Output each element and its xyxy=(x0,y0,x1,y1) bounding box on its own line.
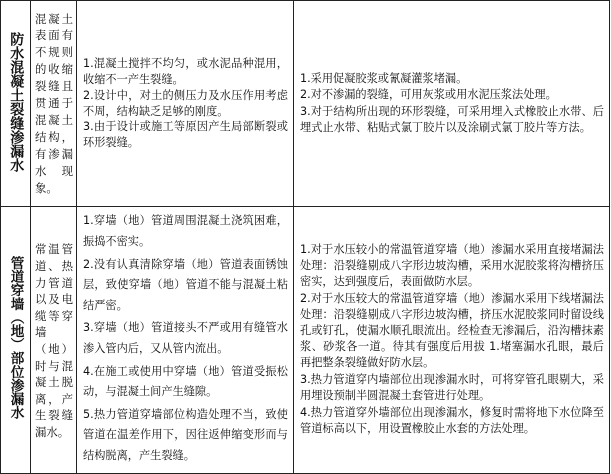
cause-item: 4.在施工或使用中穿墙（地）管道受振松动，与混凝土间产生缝隙。 xyxy=(83,364,288,399)
cause-item: 1.混凝土搅拌不均匀，或水泥品种混用，收缩不一产生裂缝。 xyxy=(83,57,288,86)
cause-item: 3.穿墙（地）管道接头不严或用有缝管水渗入管内后，又从管内流出。 xyxy=(83,321,288,355)
treatment-item: 3.对于结构所出现的环形裂缝，可采用埋入式橡胶止水带、后埋式止水带、粘贴式氯丁胶片以及涂刷式氯丁胶片等方法。 xyxy=(300,104,604,134)
cause-item: 2.没有认真清除穿墙（地）管道表面锈蚀层，致使穿墙（地）管道不能与混凝土粘结严密。 xyxy=(83,257,288,312)
treatment-item: 1.对于水压较小的常温管道穿墙（地）渗漏水采用直接堵漏法处理：沿裂缝剔成八字形边坡沟槽，采用水泥胶浆将沟槽挤压密实，达到强度后，表面做防水层。 xyxy=(300,243,604,288)
row-title: 管道穿墙（地）部位渗漏水 xyxy=(7,256,24,420)
cause-item: 2.设计中，对土的侧压力及水压作用考虑不周，结构缺乏足够的刚度。 xyxy=(83,88,288,118)
description-cell xyxy=(31,1,77,207)
treatments-list xyxy=(294,242,609,437)
table-row xyxy=(1,1,610,207)
cause-item: 1.穿墙（地）管道周围混凝土浇筑困难，振捣不密实。 xyxy=(83,214,288,249)
cause-item: 3.由于设计或施工等原因产生局部断裂或环形裂缝。 xyxy=(83,120,288,150)
causes-cell xyxy=(77,1,294,207)
cause-item: 5.热力管道穿墙部位构造处理不当，致使管道在温差作用下，因往返伸缩变形而与结构脱离，产生裂缝。 xyxy=(83,407,288,462)
causes-cell xyxy=(77,207,294,474)
treatments-list xyxy=(294,71,609,137)
treatment-item: 2.对不渗漏的裂缝，可用灰浆或用水泥压浆法处理。 xyxy=(300,88,557,102)
row-title-cell xyxy=(1,207,31,474)
treatment-item: 4.热力管道穿外墙部位出现渗漏水，修复时需将地下水位降至管道标高以下，用设置橡胶止水套的方法处理。 xyxy=(300,406,604,435)
causes-list xyxy=(77,211,293,466)
causes-list xyxy=(77,56,293,151)
treatment-item: 1.采用促凝胶浆或氰凝灌浆堵漏。 xyxy=(300,71,468,85)
description-cell xyxy=(31,207,77,474)
row-description: 常温管道、热力管道以及电缆等穿墙（地）时与混凝土脱离，产生裂缝漏水。 xyxy=(35,242,73,439)
treatments-cell xyxy=(294,207,610,474)
treatments-cell xyxy=(294,1,610,207)
treatment-item: 3.热力管道穿内墙部位出现渗漏水时，可将穿管孔眼剔大，采用埋设预制半圆混凝土套管进行处理。 xyxy=(300,373,604,402)
row-description: 混凝土表面有不规则的收缩裂缝且贯通于混凝土结构，有渗漏水现象。 xyxy=(35,11,73,195)
row-title-cell xyxy=(1,1,31,207)
treatment-item: 2.对于水压较大的常温管道穿墙（地）渗漏水采用下线堵漏法处理：沿裂缝剔成八字形边坡沟槽，挤压水泥胶浆同时留设线孔或钉孔，使漏水顺孔眼流出。经检查无渗漏后，沿沟槽抹素浆、砂浆各一道。待其有强度后用拔 1.堵塞漏水孔眼，最后再把整条裂缝做好防水层。 xyxy=(300,292,604,369)
row-title: 防水混凝土裂缝渗漏水 xyxy=(8,31,25,172)
table-row xyxy=(1,207,610,474)
